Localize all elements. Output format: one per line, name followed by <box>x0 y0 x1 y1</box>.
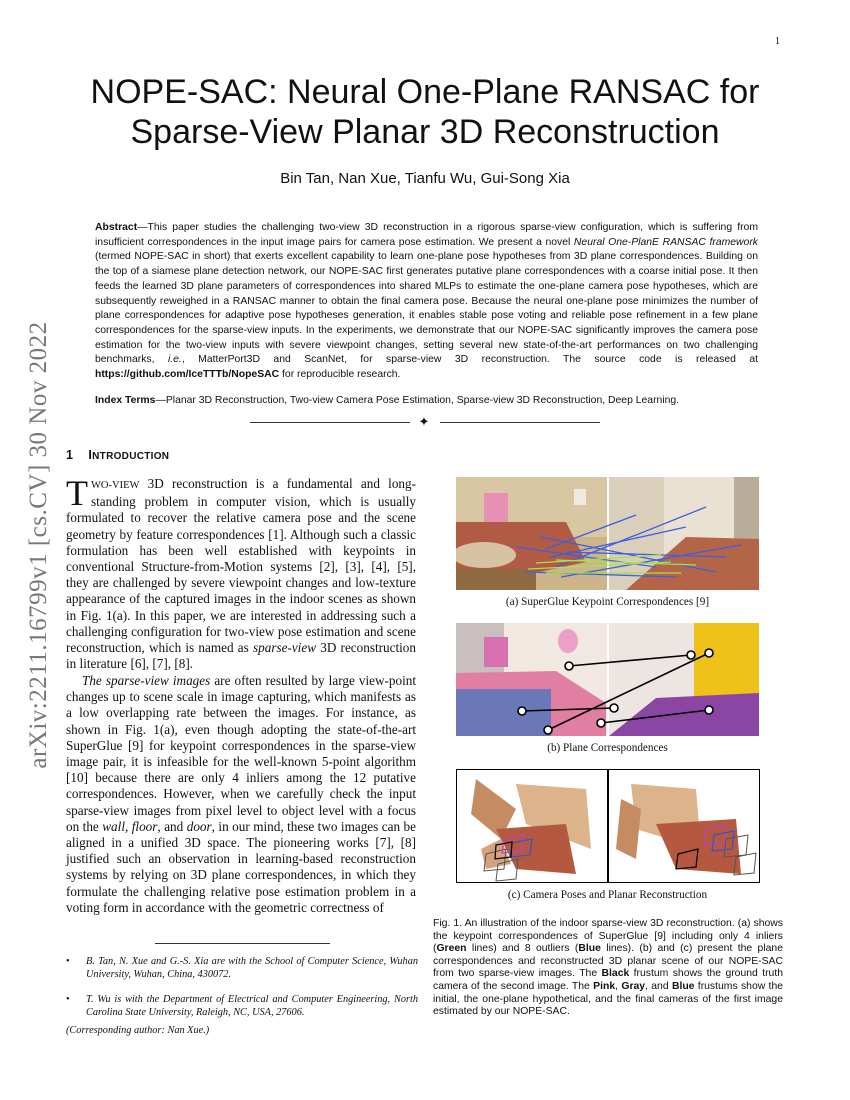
para2-comma-1: , <box>124 818 132 834</box>
section-title-rest: NTRODUCTION <box>92 451 170 462</box>
fig-cap-text-2: lines) and 8 outliers ( <box>466 943 579 955</box>
fig-cap-text-1: Fig. 1. An illustration of the indoor sparse-view 3D reconstruction. (a) shows the keypoint correspondences of SuperGlue [9] including only 4 inliers ( <box>433 918 783 955</box>
index-terms-text: —Planar 3D Reconstruction, Two-view Camera Pose Estimation, Sparse-view 3D Reconstruction, Deep Learning. <box>155 395 680 406</box>
abstract-text-4: for reproducible research. <box>279 369 401 381</box>
figure-1c-image <box>456 769 760 883</box>
index-terms-label: Index Terms <box>95 395 156 406</box>
abstract-text-1: —This paper studies the challenging two-view 3D reconstruction in a rigorous sparse-view configuration, which is suffering from insufficient correspondences in the input image pairs for camera pose estimation. We present a novel <box>95 222 758 248</box>
abstract-label: Abstract <box>95 222 138 233</box>
para2-text-2: , in our mind, these two images can be aligned in a unified 3D space. The pioneering works [7], [8] justified such an observation in learning-based reconstruction systems by relying on 3D plane correspondences, in which they formulate the challenging relative pose estimation problem in a voting form in accordance with the geometric correctness of <box>66 818 416 915</box>
page-number: 1 <box>775 36 780 47</box>
index-terms <box>95 394 758 408</box>
intro-lead-word: WO-VIEW <box>91 480 140 491</box>
intro-em: sparse-view <box>253 640 316 656</box>
fig-cap-blue: Blue <box>578 943 601 955</box>
subcaption-c: (c) Camera Poses and Planar Reconstruction <box>507 889 708 901</box>
title-line-1: NOPE-SAC: Neural One-Plane RANSAC for <box>90 73 760 111</box>
section-number: 1 <box>66 448 74 462</box>
footnote-affiliation-1 <box>66 955 418 981</box>
intro-text-1: 3D reconstruction is a fundamental and long-standing problem in computer vision, which is usually formulated to recover the relative camera pose and the scene geometry by feature correspondences [1]. Although such a classic formulation has been well established with keypoints in conventional Structure-from-Motion systems [2], [3], [4], [5], they are challenged by severe viewpoint changes and low-texture appearance of the captured images in the indoor scenes as shown in Fig. 1(a). In this paper, we are interested in addressing such a challenging configuration for two-view pose estimation and scene reconstruction, which is named as <box>66 476 416 656</box>
para2-door: door <box>186 818 212 834</box>
intro-paragraph-1 <box>66 473 416 672</box>
fig-cap-gray: Gray <box>621 980 646 992</box>
fig-cap-green: Green <box>436 943 467 955</box>
bullet: • <box>66 956 70 967</box>
intro-text-2: 3D reconstruction in literature [6], [7], [8]. <box>66 640 416 672</box>
footnote-affiliation-2 <box>66 993 418 1019</box>
bullet: • <box>66 994 70 1005</box>
subcaption-a: (a) SuperGlue Keypoint Correspondences [9] <box>505 596 710 608</box>
footnote-text-1: B. Tan, N. Xue and G.-S. Xia are with the School of Computer Science, Wuhan University, Wuhan, China, 430072. <box>86 956 418 980</box>
fig-cap-text-6: , and <box>645 980 672 992</box>
para2-text-1: are often resulted by large view-point changes up to scene scale in image capturing, which manifests as a low overlapping rate between the images. For instance, as shown in Fig. 1(a), even though adopting the state-of-the-art SuperGlue [9] for keypoint correspondences in the sparse-view image pair, it is infeasible for the well-known 5-point algorithm [10] because there are only 4 inliers among the 12 putative correspondences. However, when we carefully check the input sparse-view images from pixel level to object level with a focus on the <box>66 673 416 834</box>
fig-cap-text-3: lines). (b) and (c) present the plane correspondences and reconstructed 3D planar scene of our NOPE-SAC from two sparse-view images. The <box>433 943 783 980</box>
para2-em: The sparse-view images <box>82 673 211 688</box>
abstract <box>95 221 758 383</box>
paper-title <box>60 72 790 152</box>
section-divider <box>250 413 600 433</box>
divider-line-right <box>440 422 600 423</box>
diamond-icon: ✦ <box>418 414 430 429</box>
section-heading <box>66 448 169 462</box>
drop-cap: T <box>66 473 88 513</box>
figure-1a-image <box>456 477 759 590</box>
abstract-framework: Neural One-PlanE RANSAC framework <box>573 236 758 248</box>
title-line-2: Sparse-View Planar 3D Reconstruction <box>130 113 720 151</box>
para2-wall: wall <box>102 818 125 834</box>
intro-paragraph-2 <box>66 673 416 916</box>
abstract-ie: i.e. <box>167 354 182 366</box>
footnote-rule <box>155 943 330 944</box>
figure-caption <box>433 918 783 1019</box>
para2-comma-2: , and <box>157 818 187 834</box>
abstract-text-3: , MatterPort3D and ScanNet, for sparse-view 3D reconstruction. The source code is released at <box>181 354 759 366</box>
divider-line-left <box>250 422 410 423</box>
section-initial: I <box>88 448 93 462</box>
fig-cap-black: Black <box>601 968 630 980</box>
subcaption-b: (b) Plane Correspondences <box>547 742 668 754</box>
fig-cap-pink: Pink <box>593 980 616 992</box>
abstract-text-2: (termed NOPE-SAC in short) that exerts excellent capability to learn one-plane pose hypotheses from 3D plane correspondences. Building on the top of a siamese plane detection network, our NOPE-SAC first generates putative plane correspondences with a coarse initial pose. It then feeds the learned 3D plane parameters of correspondences into shared MLPs to estimate the one-plane camera pose hypotheses, which are subsequently reweighed in a RANSAC manner to obtain the final camera pose. Because the neural one-plane pose minimizes the number of plane correspondences for adaptive pose hypotheses generation, it enables stable pose voting and reliable pose refinement in a few plane correspondences for the sparse-view inputs. In the experiments, we demonstrate that our NOPE-SAC significantly improves the camera pose estimation for the two-view inputs with severe viewpoint changes, setting several new state-of-the-art performances on two challenging benchmarks, <box>95 251 758 366</box>
author-list: Bin Tan, Nan Xue, Tianfu Wu, Gui-Song Xia <box>280 170 570 187</box>
footnote-corresponding: (Corresponding author: Nan Xue.) <box>66 1025 210 1036</box>
fig-cap-blue-2: Blue <box>671 980 695 992</box>
figure-1b-image <box>456 623 759 736</box>
footnote-text-2: T. Wu is with the Department of Electrical and Computer Engineering, North Carolina State University, Raleigh, NC, USA, 27606. <box>86 994 418 1018</box>
para2-floor: floor <box>131 818 158 834</box>
fig-cap-text-5: , <box>615 980 622 992</box>
fig-cap-text-4: frustum shows the ground truth camera of the second image. The <box>433 968 783 992</box>
arxiv-stamp: arXiv:2211.16799v1 [cs.CV] 30 Nov 2022 <box>25 321 52 769</box>
code-link[interactable]: https://github.com/IceTTTb/NopeSAC <box>95 369 280 381</box>
fig-cap-text-7: frustums show the initial, the one-plane hypothetical, and the final cameras of the first image estimated by our NOPE-SAC. <box>433 980 784 1018</box>
